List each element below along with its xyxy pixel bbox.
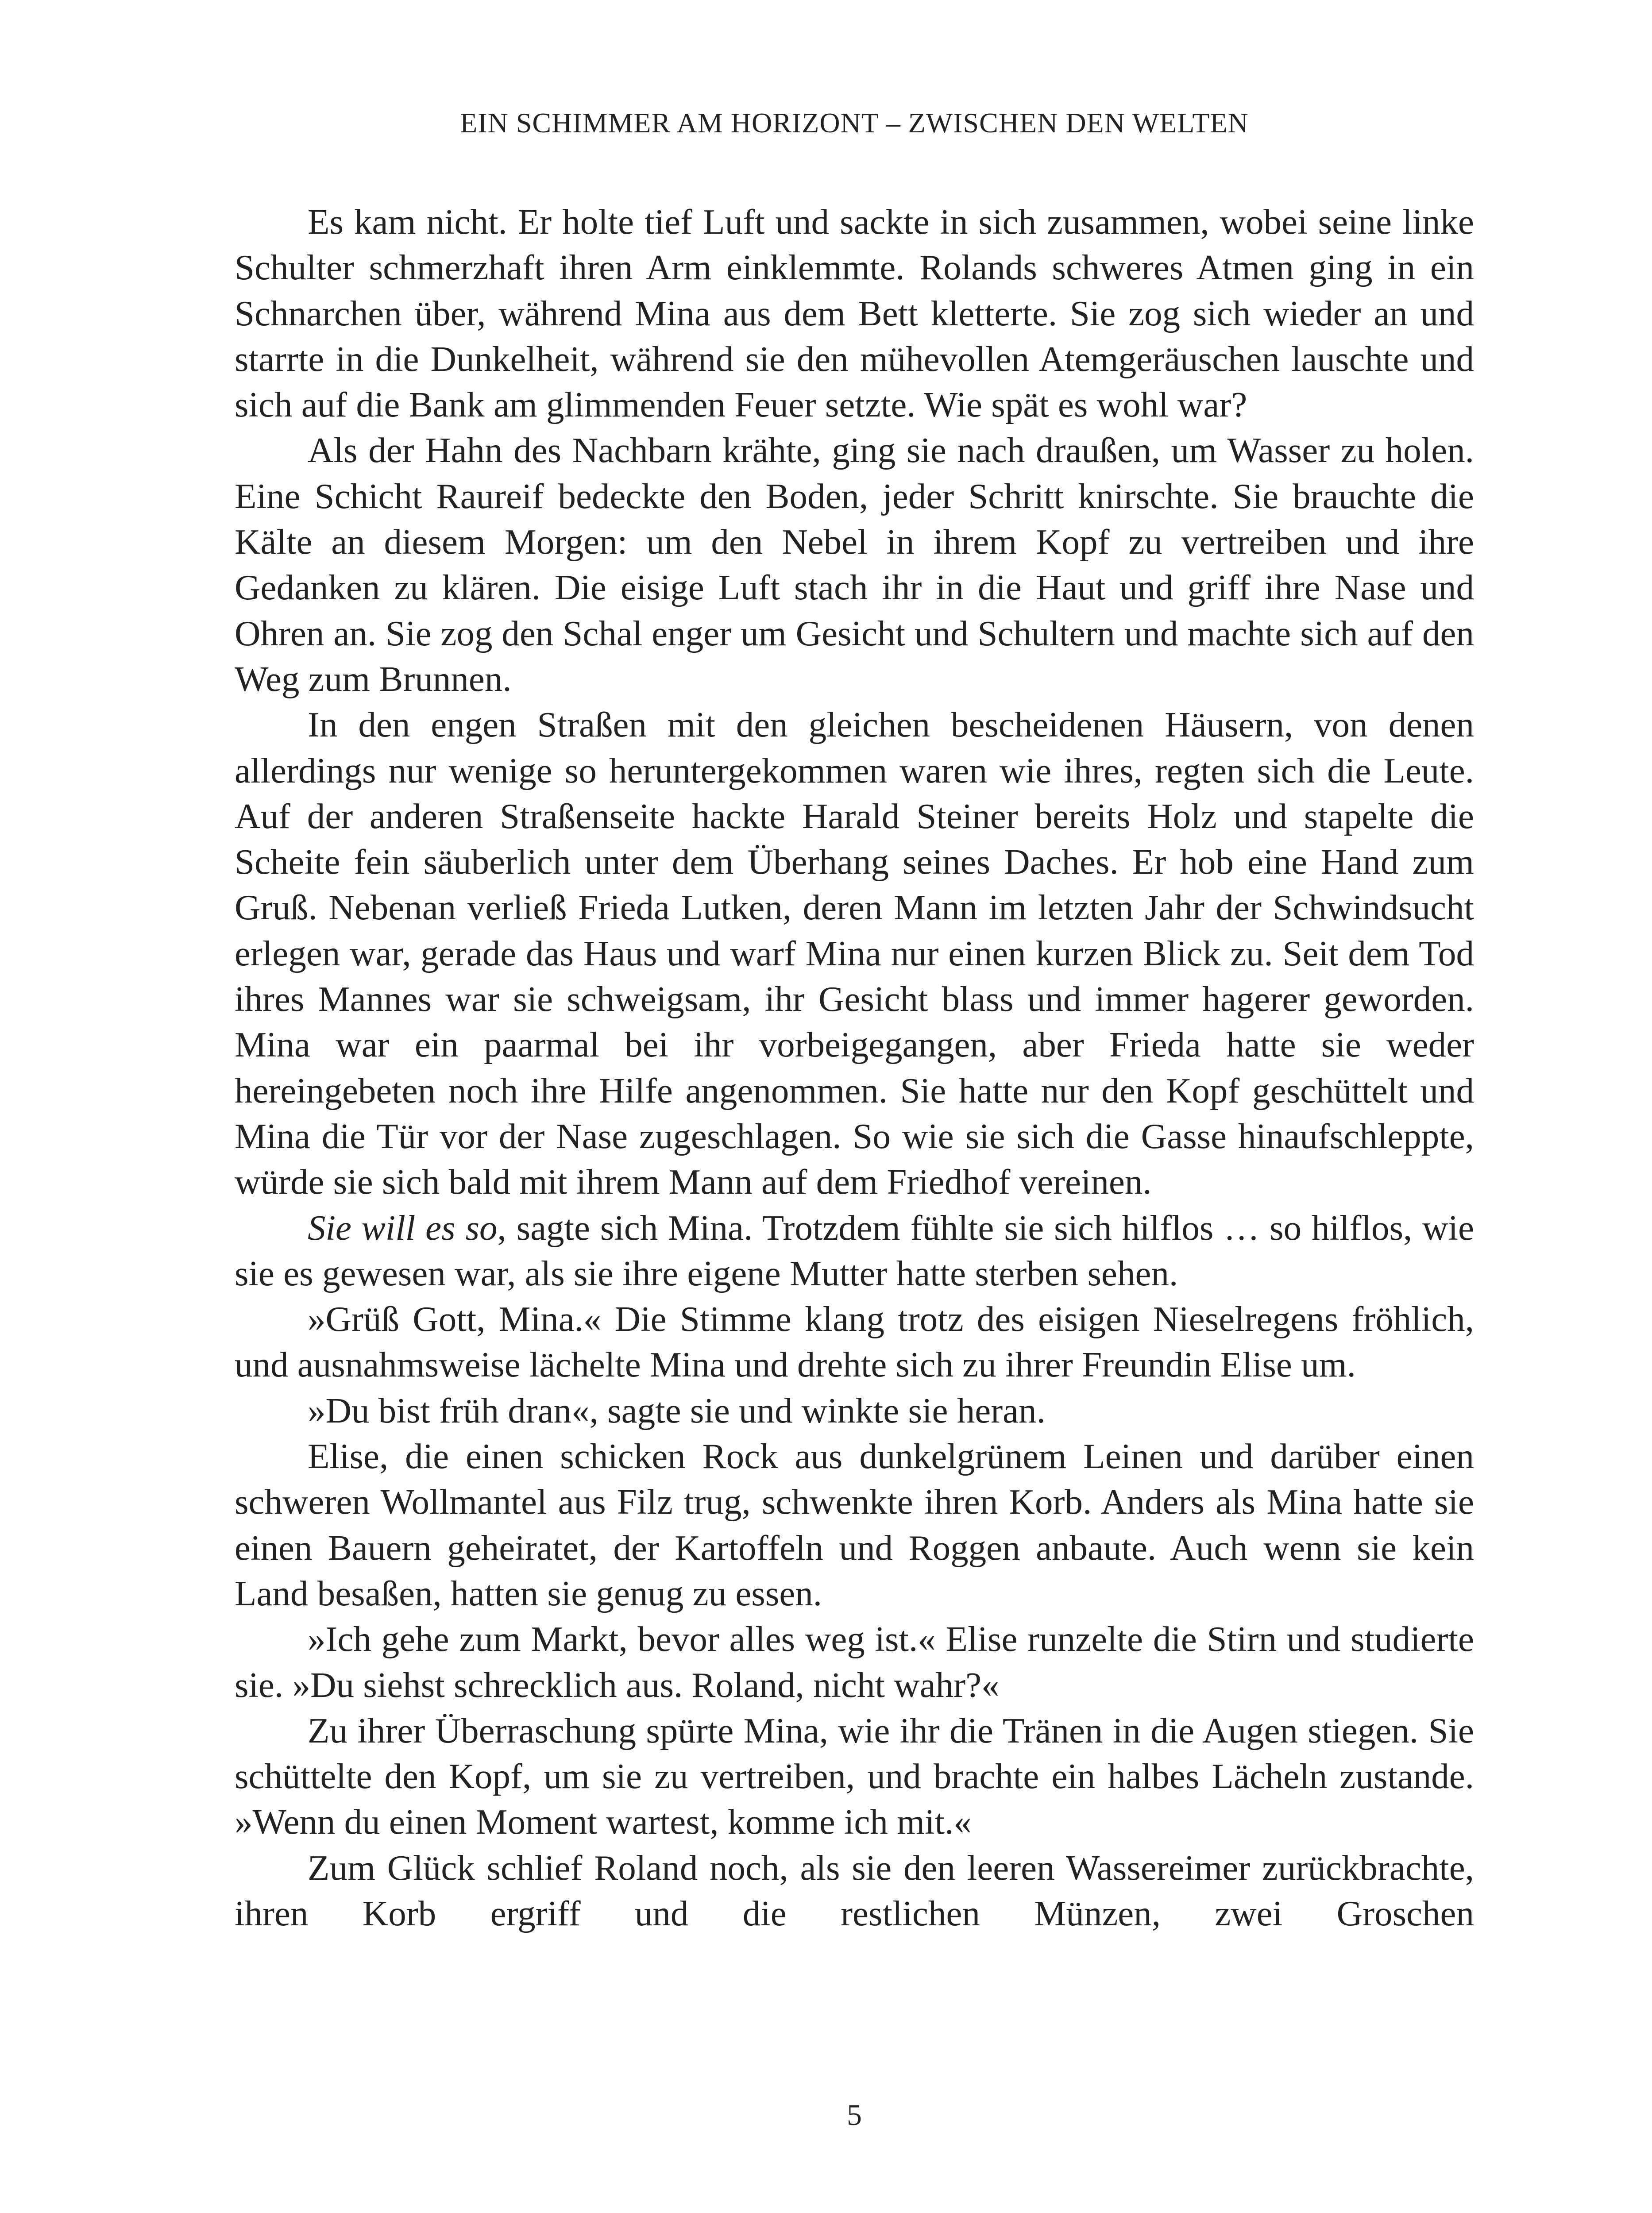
paragraph: »Ich gehe zum Markt, bevor alles weg ist.« Elise runzelte die Stirn und studierte sie. »Du siehst schrecklich aus. Roland, nicht wahr?« (235, 1619, 1474, 1705)
paragraph: Es kam nicht. Er holte tief Luft und sackte in sich zusammen, wobei seine linke Schulter schmerzhaft ihren Arm einklemmte. Rolands schweres Atmen ging in ein Schnarchen über, während Mina aus dem Bett kletterte. Sie zog sich wieder an und starrte in die Dunkelheit, während sie den mühevollen Atemgeräuschen lauschte und sich auf die Bank am glimmenden Feuer setzte. Wie spät es wohl war? (235, 202, 1474, 425)
paragraph: »Du bist früh dran«, sagte sie und winkte sie heran. (308, 1390, 1046, 1430)
paragraph: Zum Glück schlief Roland noch, als sie den leeren Wassereimer zurückbrachte, ihren Korb ergriff und die restlichen Münzen, zwei Groschen (235, 1847, 1474, 1933)
paragraph: Als der Hahn des Nachbarn krähte, ging sie nach draußen, um Wasser zu holen. Eine Schicht Raureif bedeckte den Boden, jeder Schritt knirschte. Sie brauchte die Kälte an diesem Morgen: um den Nebel in ihrem Kopf zu vertreiben und ihre Gedanken zu klären. Die eisige Luft stach ihr in die Haut und griff ihre Nase und Ohren an. Sie zog den Schal enger um Gesicht und Schultern und machte sich auf den Weg zum Brunnen. (235, 430, 1474, 699)
page-number: 5 (847, 2098, 862, 2132)
paragraph: Elise, die einen schicken Rock aus dunkelgrünem Leinen und darüber einen schweren Wollmantel aus Filz trug, schwenkte ihren Korb. Anders als Mina hatte sie einen Bauern geheiratet, der Kartoffeln und Roggen anbaute. Auch wenn sie kein Land besaßen, hatten sie genug zu essen. (235, 1436, 1474, 1613)
paragraph: In den engen Straßen mit den gleichen bescheidenen Häusern, von denen allerdings nur wenige so heruntergekommen waren wie ihres, regten sich die Leute. Auf der anderen Straßenseite hackte Harald Steiner bereits Holz und stapelte die Scheite fein säuberlich unter dem Überhang seines Daches. Er hob eine Hand zum Gruß. Nebenan verließ Frieda Lutken, deren Mann im letzten Jahr der Schwindsucht erlegen war, gerade das Haus und warf Mina nur einen kurzen Blick zu. Seit dem Tod ihres Mannes war sie schweigsam, ihr Gesicht blass und immer hagerer geworden. Mina war ein paarmal bei ihr vorbeigegangen, aber Frieda hatte sie weder hereingebeten noch ihre Hilfe angenommen. Sie hatte nur den Kopf geschüttelt und Mina die Tür vor der Nase zugeschlagen. So wie sie sich die Gasse hinaufschleppte, würde sie sich bald mit ihrem Mann auf dem Friedhof vereinen. (235, 705, 1474, 1202)
paragraph: »Grüß Gott, Mina.« Die Stimme klang trotz des eisigen Nieselregens fröhlich, und ausnahmsweise lächelte Mina und drehte sich zu ihrer Freundin Elise um. (235, 1299, 1474, 1385)
paragraph-rest: , sagte sich Mina. Trotzdem fühlte sie sich hilflos … so hilflos, wie sie es gewesen war, als sie ihre eigene Mutter hatte sterben sehen. (235, 1207, 1474, 1293)
paragraph (235, 1205, 1474, 1297)
body-text (235, 199, 1474, 1936)
paragraph: Zu ihrer Überraschung spürte Mina, wie ihr die Tränen in die Augen stiegen. Sie schüttelte den Kopf, um sie zu vertreiben, und brachte ein halbes Lächeln zustande. »Wenn du einen Moment wartest, komme ich mit.« (235, 1710, 1474, 1842)
running-header: EIN SCHIMMER AM HORIZONT – ZWISCHEN DEN WELTEN (460, 107, 1249, 139)
italic-thought: Sie will es so (308, 1207, 498, 1248)
